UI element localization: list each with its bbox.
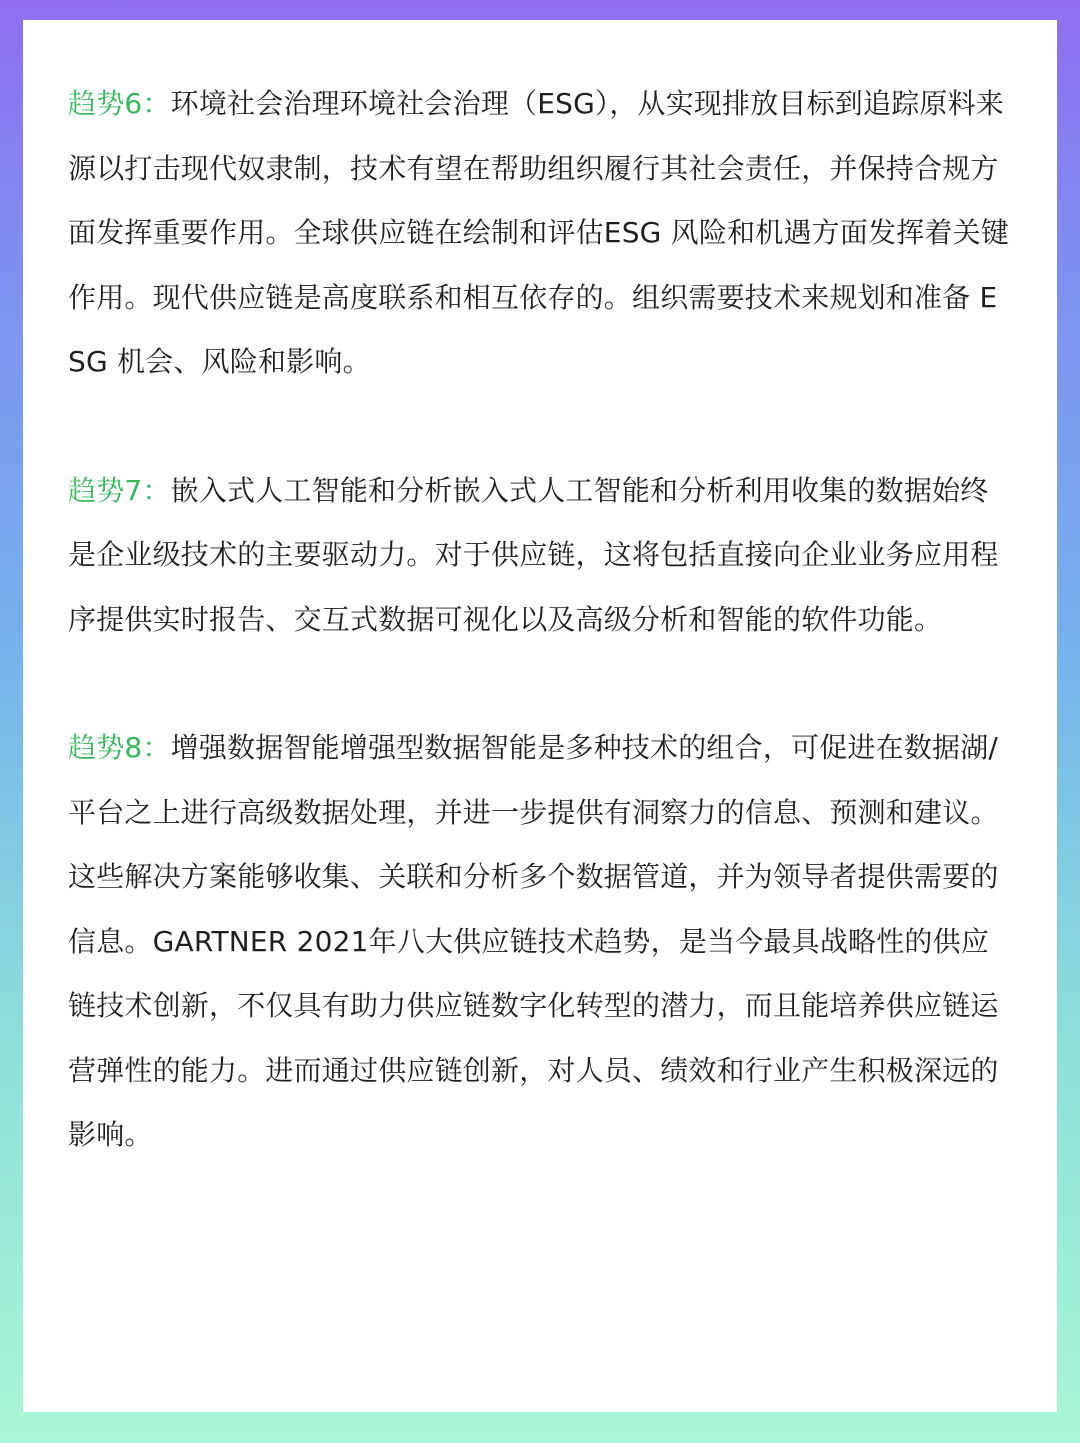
content-card	[23, 20, 1057, 1412]
trend-list	[68, 72, 1013, 1232]
trend-7-label: 趋势7：	[68, 473, 171, 507]
trend-7-text: 嵌入式人工智能和分析嵌入式人工智能和分析利用收集的数据始终是企业级技术的主要驱动力。对于供应链，这将包括直接向企业业务应用程序提供实时报告、交互式数据可视化以及高级分析和智能的软件功能。	[68, 473, 999, 636]
trend-6-paragraph	[68, 72, 1013, 395]
trend-6-text: 环境社会治理环境社会治理（ESG），从实现排放目标到追踪原料来源以打击现代奴隶制，技术有望在帮助组织履行其社会责任，并保持合规方面发挥重要作用。全球供应链在绘制和评估ESG 风险和机遇方面发挥着关键作用。现代供应链是高度联系和相互依存的。组织需要技术来规划和准备 ESG 机会、风险和影响。	[68, 87, 1010, 378]
trend-8-text: 增强数据智能增强型数据智能是多种技术的组合，可促进在数据湖/平台之上进行高级数据处理，并进一步提供有洞察力的信息、预测和建议。这些解决方案能够收集、关联和分析多个数据管道，并为领导者提供需要的信息。GARTNER 2021年八大供应链技术趋势，是当今最具战略性的供应链技术创新，不仅具有助力供应链数字化转型的潜力，而且能培养供应链运营弹性的能力。进而通过供应链创新，对人员、绩效和行业产生积极深远的影响。	[68, 731, 999, 1151]
trend-8-paragraph	[68, 716, 1013, 1168]
trend-8-label: 趋势8：	[68, 731, 171, 764]
trend-6-label: 趋势6：	[68, 87, 171, 120]
trend-7-paragraph	[68, 459, 1013, 653]
